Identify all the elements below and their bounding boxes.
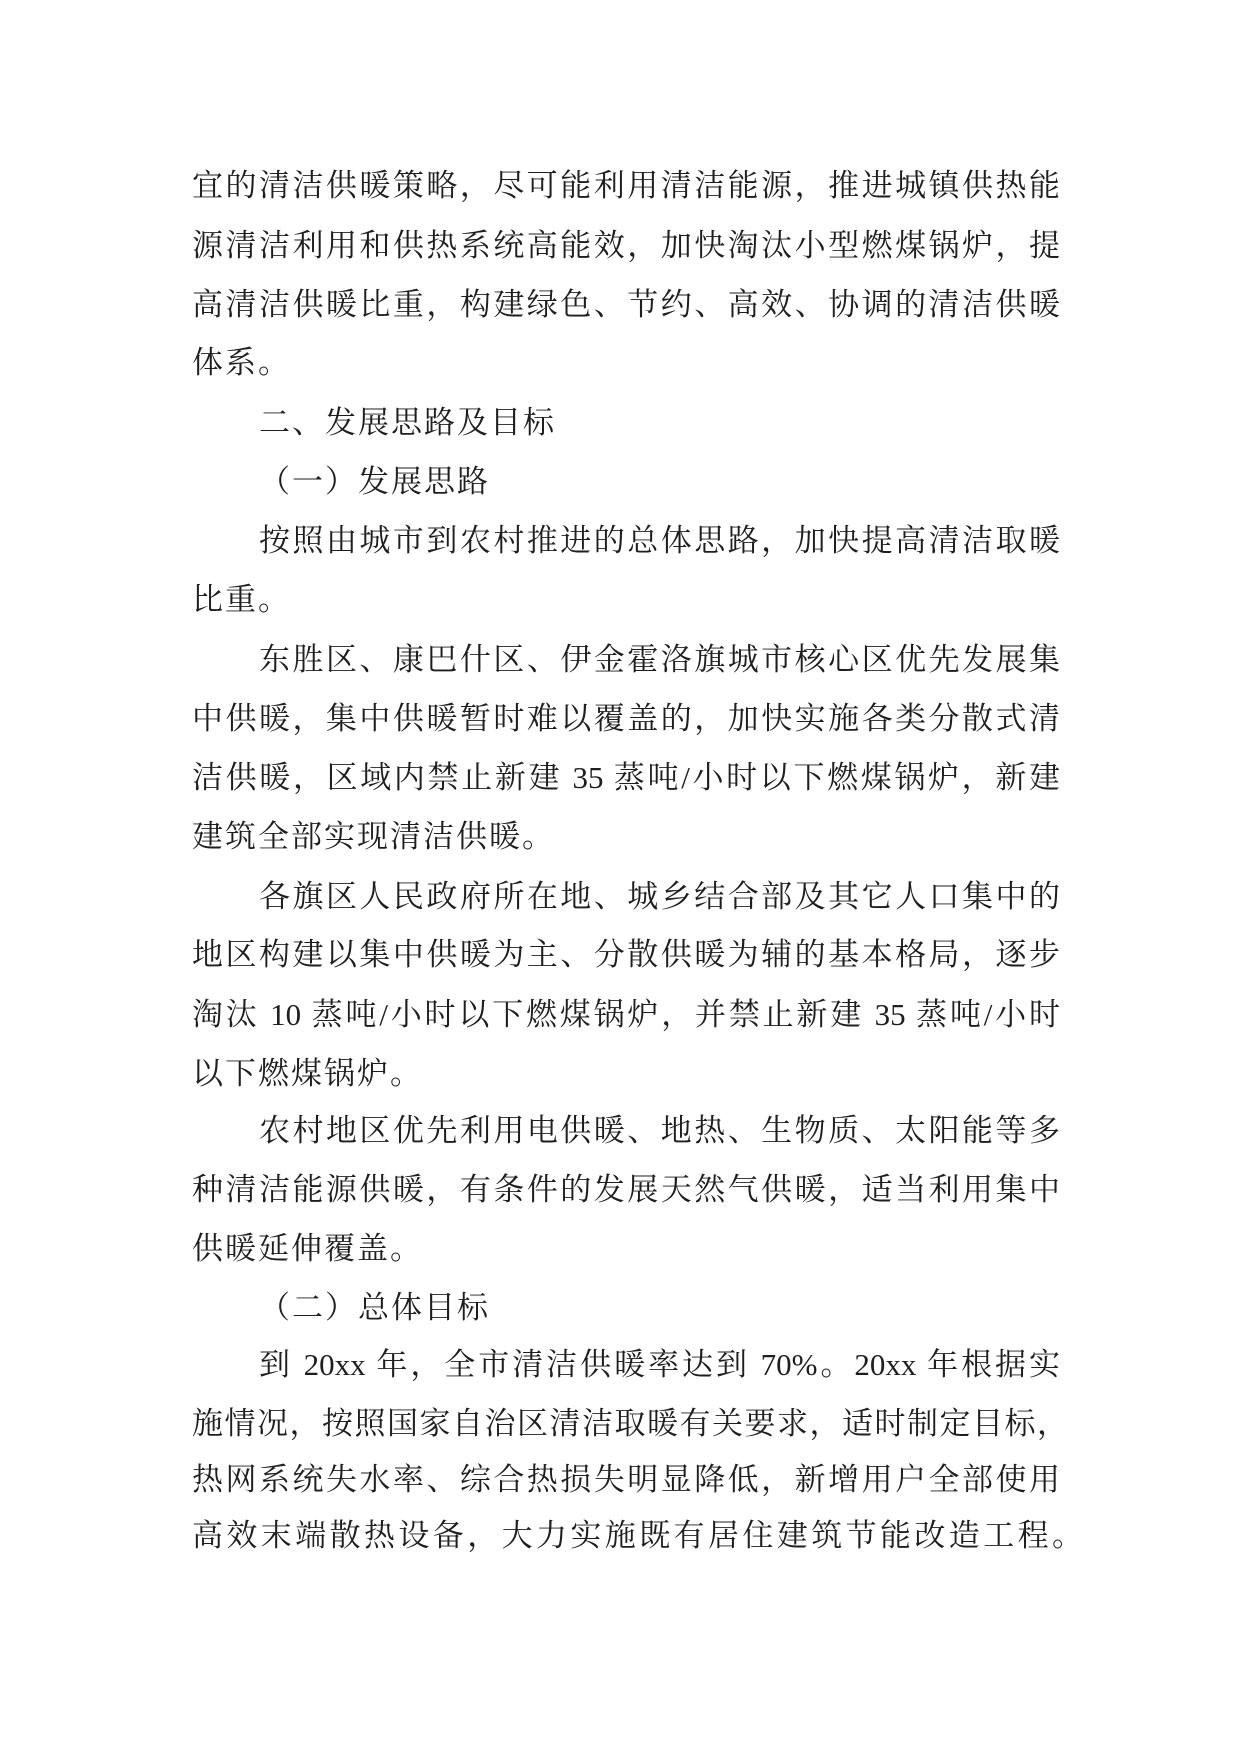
paragraph-line: 高效末端散热设备，大力实施既有居住建筑节能改造工程。 bbox=[192, 1518, 1083, 1553]
paragraph-line: 淘汰 10 蒸吨/小时以下燃煤锅炉，并禁止新建 35 蒸吨/小时 bbox=[192, 997, 1060, 1032]
paragraph-line: 中供暖，集中供暖暂时难以覆盖的，加快实施各类分散式清 bbox=[192, 701, 1060, 736]
section-heading-text: 二、发展思路及目标 bbox=[259, 405, 556, 440]
paragraph-line: 源清洁利用和供热系统高能效，加快淘汰小型燃煤锅炉，提 bbox=[192, 228, 1060, 263]
paragraph-line: 高清洁供暖比重，构建绿色、节约、高效、协调的清洁供暖 bbox=[192, 287, 1060, 322]
paragraph-line: 农村地区优先利用电供暖、地热、生物质、太阳能等多 bbox=[259, 1113, 1060, 1148]
subsection-heading-text: （二）总体目标 bbox=[259, 1290, 490, 1325]
paragraph-line: 建筑全部实现清洁供暖。 bbox=[192, 819, 555, 854]
paragraph-line: 到 20xx 年，全市清洁供暖率达到 70%。20xx 年根据实 bbox=[259, 1347, 1060, 1382]
paragraph-line: 供暖延伸覆盖。 bbox=[192, 1231, 423, 1266]
paragraph-line: 种清洁能源供暖，有条件的发展天然气供暖，适当利用集中 bbox=[192, 1172, 1060, 1207]
paragraph-line: 东胜区、康巴什区、伊金霍洛旗城市核心区优先发展集 bbox=[259, 642, 1060, 677]
paragraph-line: 洁供暖，区域内禁止新建 35 蒸吨/小时以下燃煤锅炉，新建 bbox=[192, 760, 1060, 795]
paragraph-line: 比重。 bbox=[192, 582, 291, 617]
paragraph-line: 按照由城市到农村推进的总体思路，加快提高清洁取暖 bbox=[259, 523, 1060, 558]
paragraph-line: 宜的清洁供暖策略，尽可能利用清洁能源，推进城镇供热能 bbox=[192, 168, 1060, 203]
paragraph-line: 施情况，按照国家自治区清洁取暖有关要求，适时制定目标， bbox=[192, 1406, 1068, 1441]
paragraph-line: 地区构建以集中供暖为主、分散供暖为辅的基本格局，逐步 bbox=[192, 937, 1060, 972]
paragraph-line: 体系。 bbox=[192, 345, 291, 380]
paragraph-line: 以下燃煤锅炉。 bbox=[192, 1056, 423, 1091]
subsection-heading-text: （一）发展思路 bbox=[259, 464, 490, 499]
paragraph-line: 热网系统失水率、综合热损失明显降低，新增用户全部使用 bbox=[192, 1462, 1060, 1497]
paragraph-line: 各旗区人民政府所在地、城乡结合部及其它人口集中的 bbox=[259, 879, 1060, 914]
